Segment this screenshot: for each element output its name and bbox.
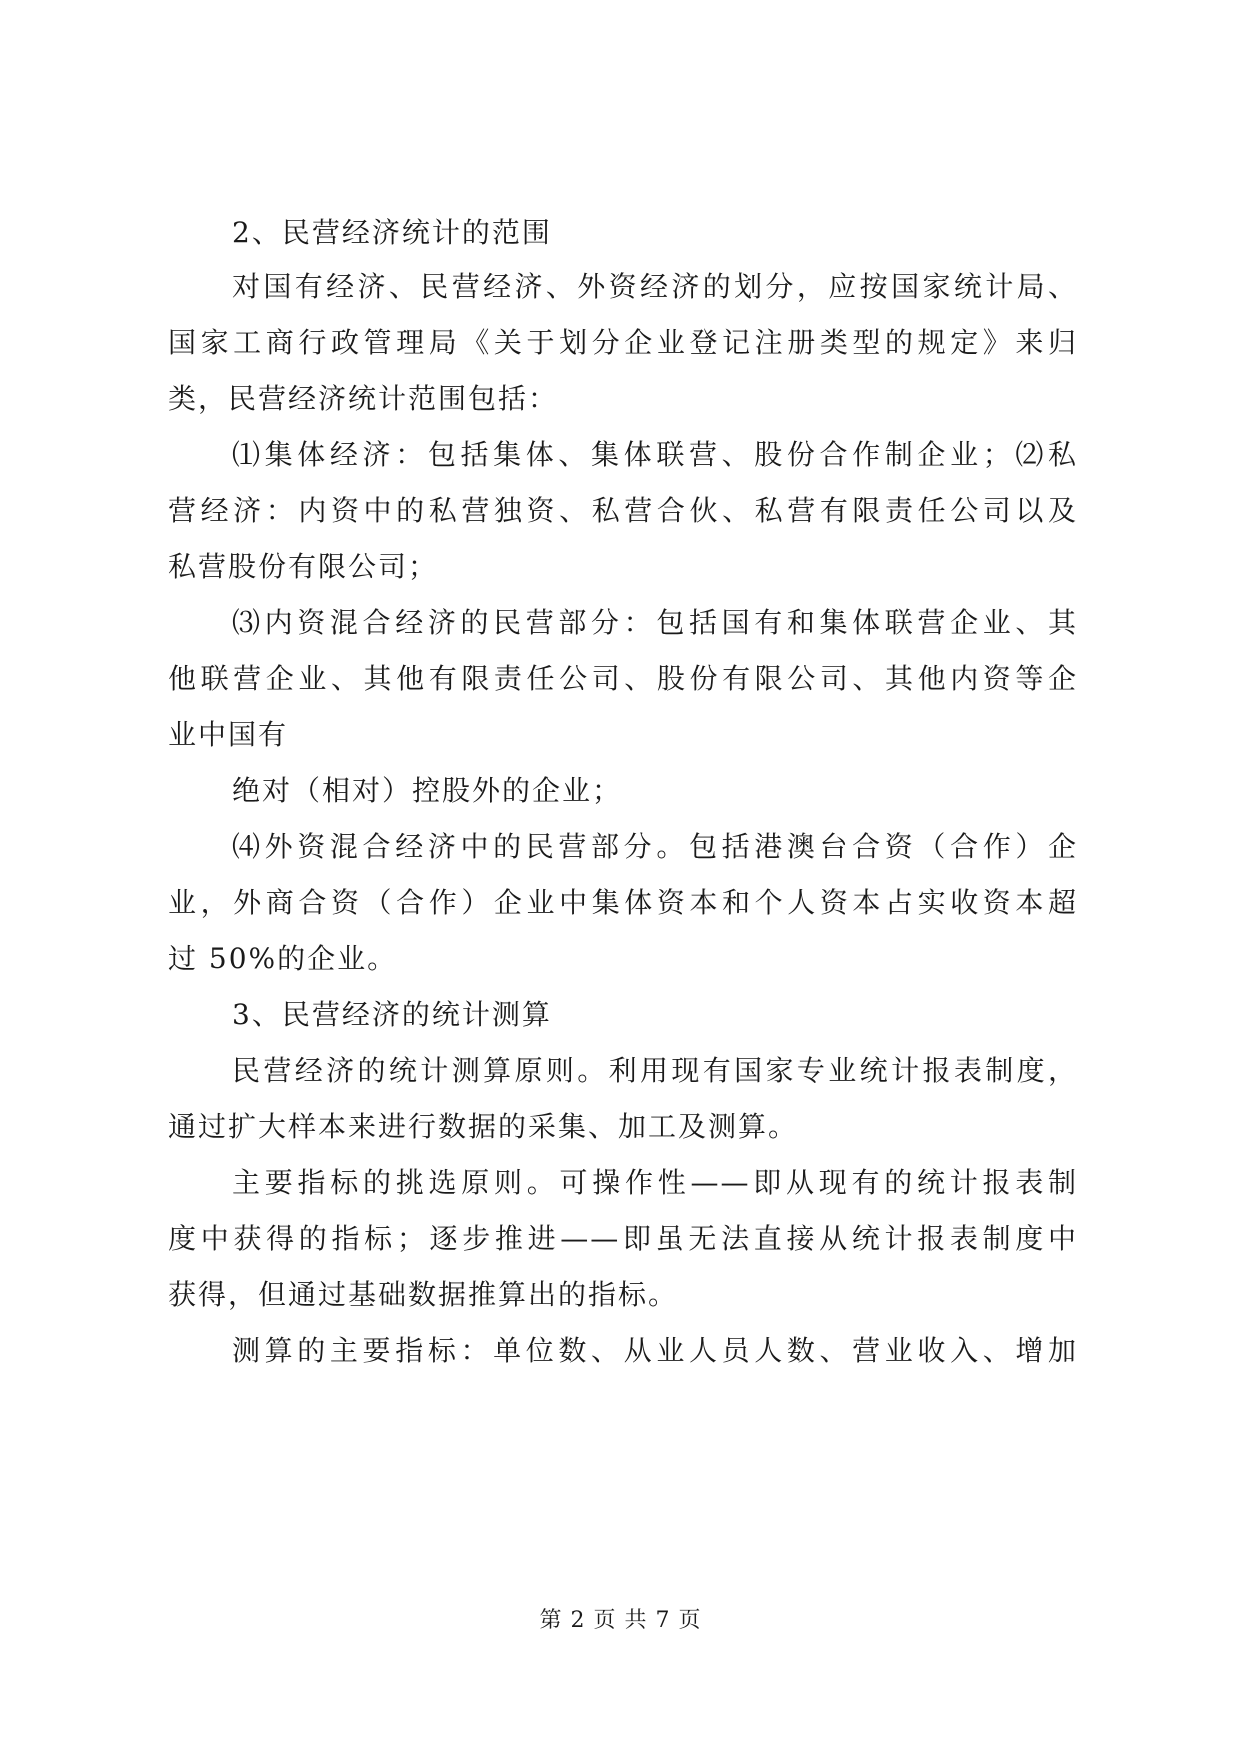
paragraph-line: 类，民营经济统计范围包括： [168,382,559,415]
paragraph-line: 营经济：内资中的私营独资、私营合伙、私营有限责任公司以及 [168,494,1078,527]
paragraph-line: 测算的主要指标：单位数、从业人员人数、营业收入、增加 [232,1334,1078,1367]
paragraph-line: 业，外商合资（合作）企业中集体资本和个人资本占实收资本超 [168,886,1078,919]
paragraph-line: 民营经济的统计测算原则。利用现有国家专业统计报表制度， [232,1054,1078,1087]
paragraph-line: 过 50%的企业。 [168,942,398,975]
paragraph-line: 绝对（相对）控股外的企业； [232,774,623,807]
section-heading-calculation: 3、民营经济的统计测算 [232,998,552,1031]
paragraph-line: 度中获得的指标；逐步推进——即虽无法直接从统计报表制度中 [168,1222,1078,1255]
paragraph-line: 业中国有 [168,718,289,751]
paragraph-line: 通过扩大样本来进行数据的采集、加工及测算。 [168,1110,799,1143]
paragraph-line: ⑶内资混合经济的民营部分：包括国有和集体联营企业、其 [232,606,1078,639]
section-heading-scope: 2、民营经济统计的范围 [232,216,552,249]
paragraph-line: 主要指标的挑选原则。可操作性——即从现有的统计报表制 [232,1166,1078,1199]
paragraph-line: 获得，但通过基础数据推算出的指标。 [168,1278,679,1311]
paragraph-line: ⑴集体经济：包括集体、集体联营、股份合作制企业；⑵私 [232,438,1078,471]
paragraph-line: 国家工商行政管理局《关于划分企业登记注册类型的规定》来归 [168,326,1078,359]
paragraph-line: 私营股份有限公司； [168,550,439,583]
paragraph-line: 对国有经济、民营经济、外资经济的划分，应按国家统计局、 [232,270,1078,303]
page-footer: 第 2 页 共 7 页 [539,1608,702,1633]
paragraph-line: ⑷外资混合经济中的民营部分。包括港澳台合资（合作）企 [232,830,1078,863]
paragraph-line: 他联营企业、其他有限责任公司、股份有限公司、其他内资等企 [168,662,1078,695]
